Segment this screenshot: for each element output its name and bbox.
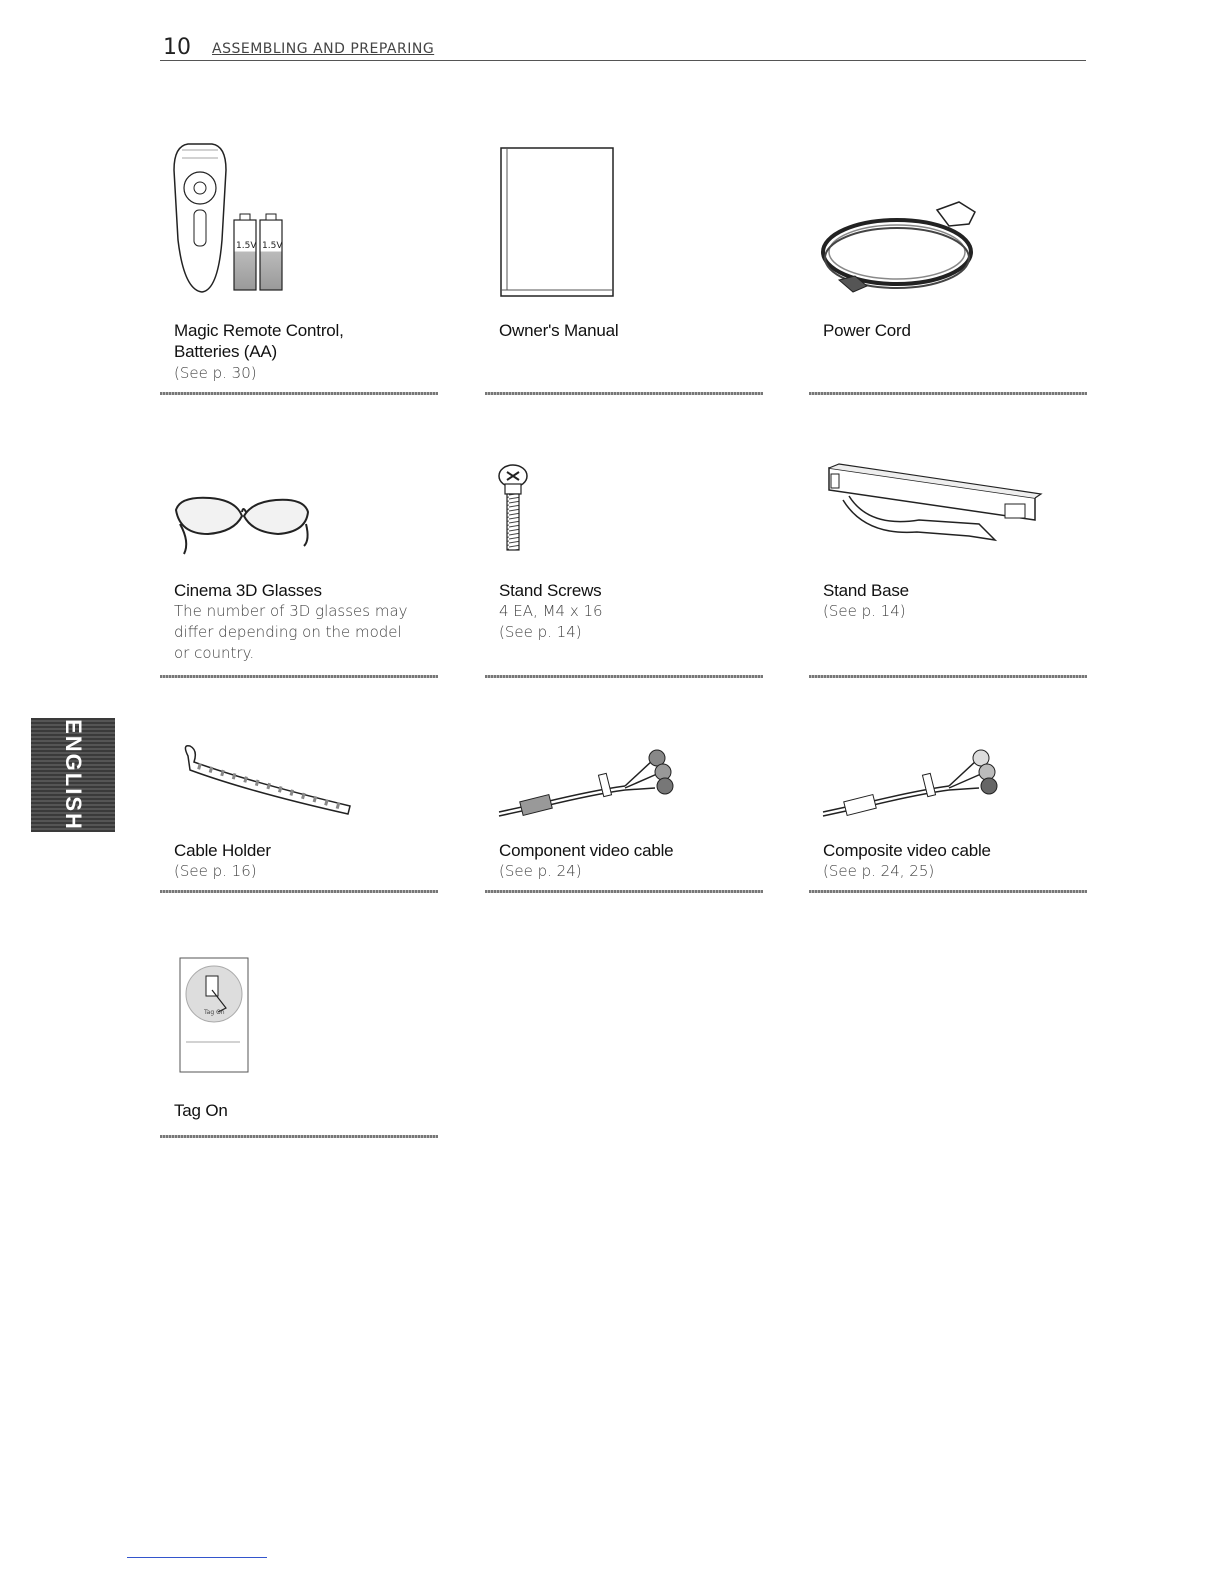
item-divider <box>160 675 438 678</box>
tag-on-icon <box>160 950 438 1080</box>
item-divider <box>160 1135 438 1138</box>
manual-icon <box>485 140 763 300</box>
stand-base-icon <box>809 420 1087 560</box>
item-name: Composite video cable <box>823 841 991 860</box>
item-name: Tag On <box>174 1101 228 1120</box>
item-cable-holder <box>160 730 438 895</box>
item-divider <box>809 890 1087 893</box>
page-number: 10 <box>163 35 191 60</box>
item-note: 4 EA, M4 x 16 (See p. 14) <box>499 602 603 641</box>
item-divider <box>485 392 763 395</box>
item-name: Magic Remote Control, Batteries (AA) <box>174 321 344 361</box>
item-note: (See p. 24) <box>499 862 582 880</box>
item-3d-glasses <box>160 420 438 679</box>
battery-label-1: 1.5V <box>236 241 257 251</box>
item-name: Owner's Manual <box>499 321 619 340</box>
item-stand-base <box>809 420 1087 679</box>
item-note: (See p. 24, 25) <box>823 862 935 880</box>
footer-line <box>127 1557 267 1558</box>
item-divider <box>809 675 1087 678</box>
power-cord-icon <box>809 140 1087 300</box>
item-divider <box>160 890 438 893</box>
magic-remote-icon <box>160 140 438 300</box>
item-name: Cinema 3D Glasses <box>174 581 322 600</box>
item-note: (See p. 30) <box>174 364 257 382</box>
item-power-cord <box>809 140 1087 395</box>
item-owners-manual <box>485 140 763 395</box>
item-name: Cable Holder <box>174 841 271 860</box>
item-note: The number of 3D glasses may differ depending on the model or country. <box>174 602 408 662</box>
item-divider <box>485 675 763 678</box>
page-header <box>160 36 1086 61</box>
item-note: (See p. 14) <box>823 602 906 620</box>
battery-label-2: 1.5V <box>262 241 283 251</box>
item-stand-screws <box>485 420 763 679</box>
item-note: (See p. 16) <box>174 862 257 880</box>
item-divider <box>809 392 1087 395</box>
cable-holder-icon <box>160 730 438 830</box>
item-name: Component video cable <box>499 841 674 860</box>
composite-cable-icon <box>809 730 1087 830</box>
item-name: Power Cord <box>823 321 911 340</box>
item-component-cable <box>485 730 763 895</box>
language-tab-label: ENGLISH <box>61 719 86 831</box>
tag-on-label: Tag On <box>204 1009 225 1016</box>
item-tag-on <box>160 950 438 1140</box>
screw-icon <box>485 420 763 560</box>
language-tab <box>31 718 115 832</box>
item-magic-remote <box>160 140 438 395</box>
item-divider <box>160 392 438 395</box>
component-cable-icon <box>485 730 763 830</box>
section-title: ASSEMBLING AND PREPARING <box>212 41 435 57</box>
item-divider <box>485 890 763 893</box>
item-name: Stand Screws <box>499 581 602 600</box>
item-composite-cable <box>809 730 1087 895</box>
item-name: Stand Base <box>823 581 909 600</box>
glasses-icon <box>160 420 438 560</box>
